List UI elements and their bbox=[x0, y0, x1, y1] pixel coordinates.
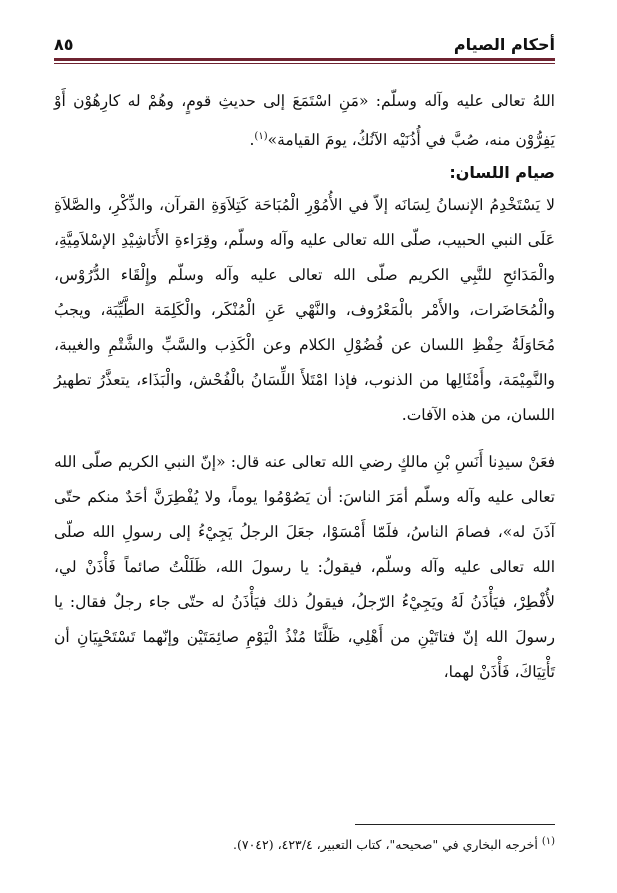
header-rule-thin bbox=[54, 63, 555, 64]
paragraph-1-text: اللهُ تعالى عليه وآله وسلّم: «مَنِ اسْتَمَعَ إلى حديثِ قومٍ، وهُمْ له كارِهُوْن أَوْ يَفِرُّوْن منه، صُبَّ في أُذُنَيْه الآنُكُ، يومَ القيامة» bbox=[54, 92, 555, 150]
section-heading: صيام اللسان: bbox=[449, 163, 555, 183]
footnote-marker: (١) bbox=[541, 836, 555, 847]
main-text bbox=[54, 84, 555, 690]
paragraph-3: فعَنْ سيدِنا أَنَسِ بْنِ مالكٍ رضي الله تعالى عنه قال: «إنّ النبي الكريم صلّى الله تعالى عليه وآله وسلّم أمَرَ الناسَ: أن يَصُوْمُوا يوماً، ولا يُفْطِرَنَّ أحَدٌ منكم حتّى آذَنَ له»، فصامَ الناسُ، فلَمّا أَمْسَوْا، جعَلَ الرجلُ يَجِيْءُ إلى رسولِ الله صلّى الله تعالى عليه وآله وسلّم، فيقولُ: يا رسولَ الله، ظَلَلْتُ صائماً فَأْذَنْ لي، لأُفْطِرْ، فيَأْذَنُ لَهُ ويَجِيْءُ الرّجلُ، فيقولُ ذلك فيَأْذَنُ له حتّى جاء رجلٌ فقال: يا رسولَ الله إنّ فتاتَيْنِ من أَهْلِي، ظَلَّتَا مُنْذُ الْيَوْمِ صائِمَتَيْن وإنّهما تَسْتَحْيِيَانِ أن تَأْتِيَاكَ، فَأْذَنْ لهما، bbox=[54, 453, 555, 682]
header-rule-thick bbox=[54, 58, 555, 61]
footnote-rule bbox=[355, 824, 555, 825]
book-title: أحكام الصيام bbox=[453, 34, 555, 54]
page-header bbox=[54, 30, 555, 58]
paragraph-2: لا يَسْتَخْدِمُ الإنسانُ لِسَانَه إلاّ في الأُمُوْرِ الْمُبَاحَة كَتِلاَوَةِ القرآن، والذِّكْرِ، والصَّلاَةِ عَلَى النبي الحبيب، صلّى الله تعالى عليه وآله وسلّم، وقِرَاءةِ الأَنَاشِيْدِ الإسْلاَمِيَّةِ، والْمَدَائحِ للنَّبِي الكريم صلّى الله تعالى عليه وآله وسلّم وإِلْقَاء الدُّرُوْس، والْمُحَاضَرات، والأَمْر بالْمَعْرُوف، والنَّهْي عَنِ الْمُنْكَر، والْكَلِمَة الطَّيِّبَة، ويجبُ مُحَاوَلَةُ حِفْظِ اللسان عن فُضُوْلِ الكلام وعن الْكَذِب والسَّبِّ والشَّتْمِ والغيبة، والنَّمِيْمَة، وأَمْثَالِها من الذنوب، فإذا امْتَلأَ اللِّسَانُ بالْفُحْش، والْبَذَاء، يتعذَّرُ تطهيرُ اللسان، من هذه الآفات. bbox=[54, 196, 555, 425]
footnote-ref: (١) bbox=[254, 131, 268, 142]
footnote-text: أخرجه البخاري في "صحيحه"، كتاب التعبير، ٤٢٣/٤، (٧٠٤٢). bbox=[233, 837, 538, 853]
paragraph-gap bbox=[54, 433, 555, 445]
paragraph-1-end: . bbox=[249, 131, 255, 150]
page-number: ٨٥ bbox=[54, 34, 74, 54]
footnote bbox=[54, 832, 555, 855]
paragraph-1 bbox=[54, 84, 555, 158]
